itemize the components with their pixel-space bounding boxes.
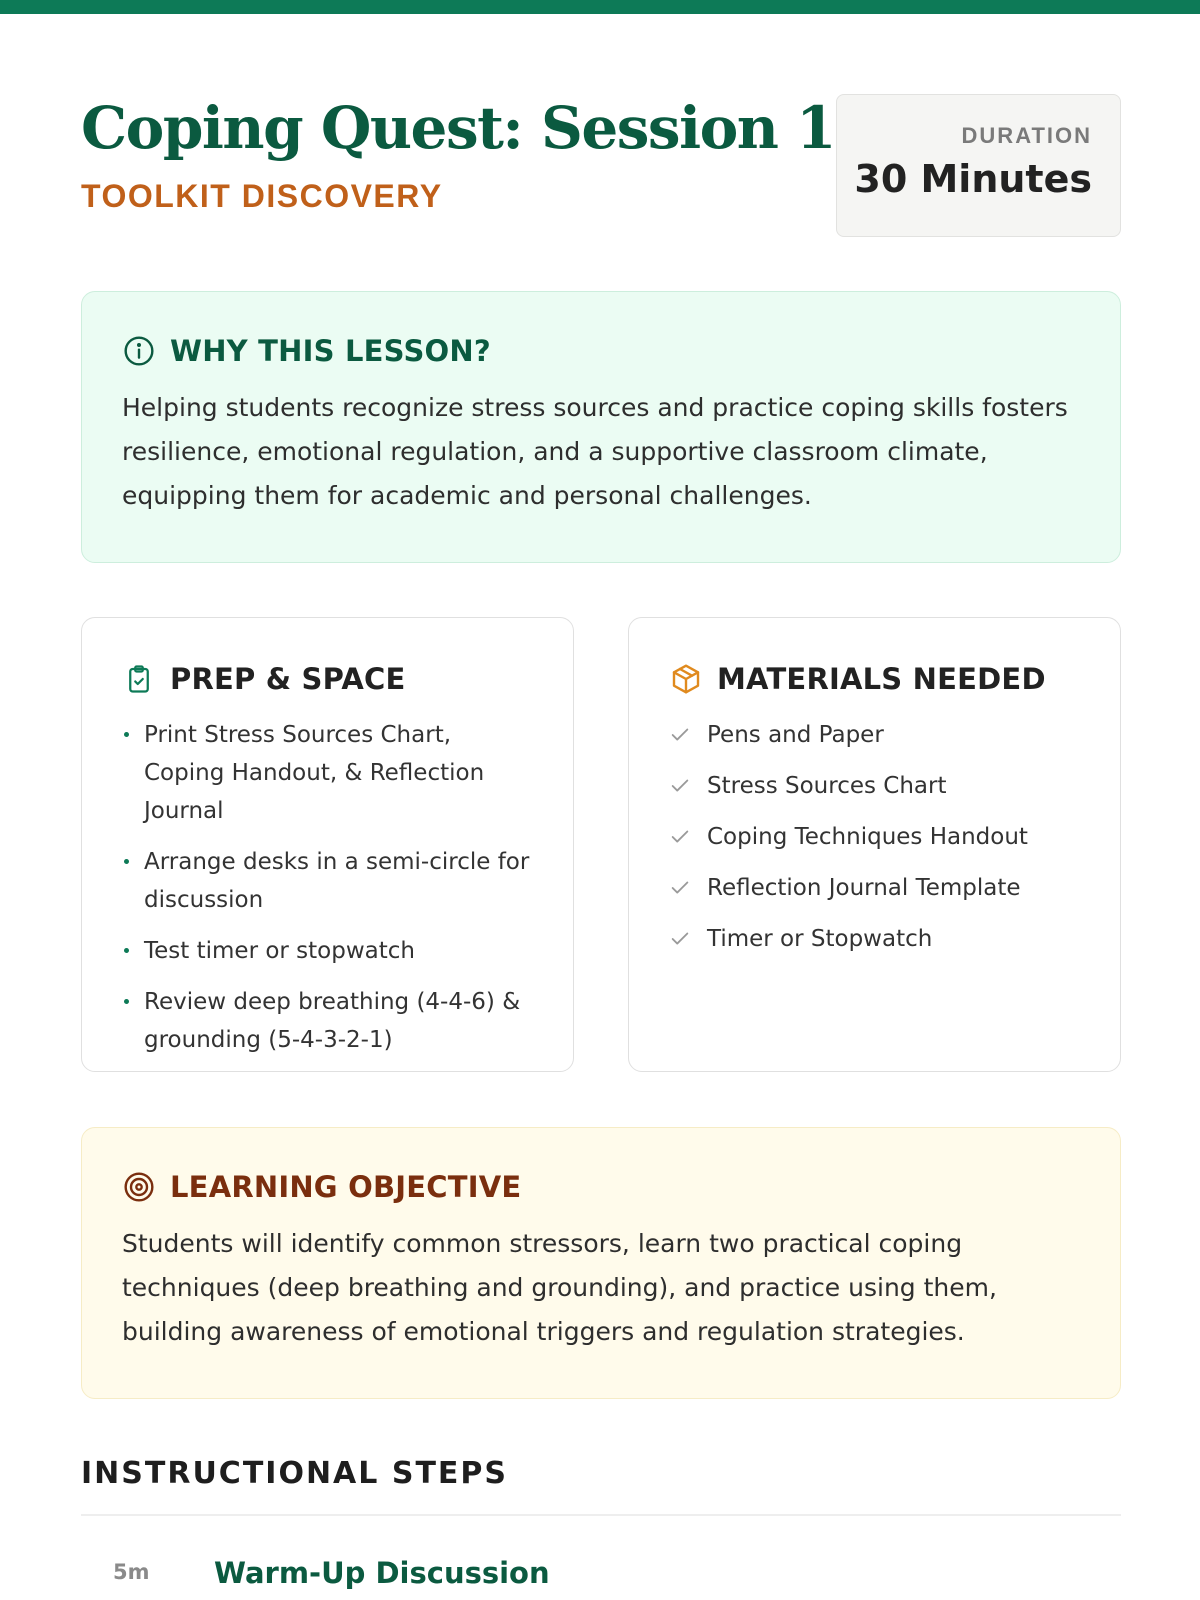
list-item: Test timer or stopwatch: [122, 932, 533, 970]
materials-needed-card: [628, 617, 1121, 1072]
objective-text: Students will identify common stressors, learn two practical coping techniques (deep breathing and grounding), and practice using them, building awareness of emotional triggers and regulation strategies.: [122, 1229, 997, 1346]
page-header: [81, 94, 1121, 239]
step-time: 5m: [113, 1560, 150, 1584]
list-item: Arrange desks in a semi-circle for discussion: [122, 843, 533, 919]
duration-value: 30 Minutes: [854, 157, 1092, 201]
list-item: Review deep breathing (4-4-6) & grounding (5-4-3-2-1): [122, 983, 533, 1059]
list-item: Timer or Stopwatch: [669, 920, 1080, 958]
list-item: Reflection Journal Template: [669, 869, 1080, 907]
steps-divider: [81, 1514, 1121, 1516]
step-title: Warm-Up Discussion: [214, 1556, 550, 1590]
why-title: WHY THIS LESSON?: [170, 334, 491, 368]
why-text: Helping students recognize stress sources and practice coping skills fosters resilience, emotional regulation, and a supportive classroom climate, equipping them for academic and personal challenges.: [122, 393, 1068, 510]
package-icon: [669, 662, 703, 696]
page-subtitle: TOOLKIT DISCOVERY: [81, 178, 443, 214]
list-item: Stress Sources Chart: [669, 767, 1080, 805]
materials-title: MATERIALS NEEDED: [717, 662, 1046, 696]
duration-box: [836, 94, 1121, 237]
page-title: Coping Quest: Session 1: [81, 94, 836, 162]
info-circle-icon: [122, 334, 156, 368]
duration-label: DURATION: [961, 123, 1092, 148]
learning-objective-card: [81, 1127, 1121, 1399]
top-accent-bar: [0, 0, 1200, 14]
prep-space-card: [81, 617, 574, 1072]
why-this-lesson-card: [81, 291, 1121, 563]
step-row: [81, 1556, 1121, 1600]
prep-list: [122, 716, 533, 1059]
list-item: Print Stress Sources Chart, Coping Handout, & Reflection Journal: [122, 716, 533, 830]
check-icon: [669, 775, 707, 797]
objective-title: LEARNING OBJECTIVE: [170, 1170, 522, 1204]
clipboard-check-icon: [122, 662, 156, 696]
prep-title: PREP & SPACE: [170, 662, 406, 696]
list-item: Pens and Paper: [669, 716, 1080, 754]
check-icon: [669, 877, 707, 899]
list-item: Coping Techniques Handout: [669, 818, 1080, 856]
check-icon: [669, 724, 707, 746]
materials-list: [669, 716, 1080, 958]
check-icon: [669, 826, 707, 848]
target-icon: [122, 1170, 156, 1204]
check-icon: [669, 928, 707, 950]
instructional-steps-heading: INSTRUCTIONAL STEPS: [81, 1456, 508, 1491]
